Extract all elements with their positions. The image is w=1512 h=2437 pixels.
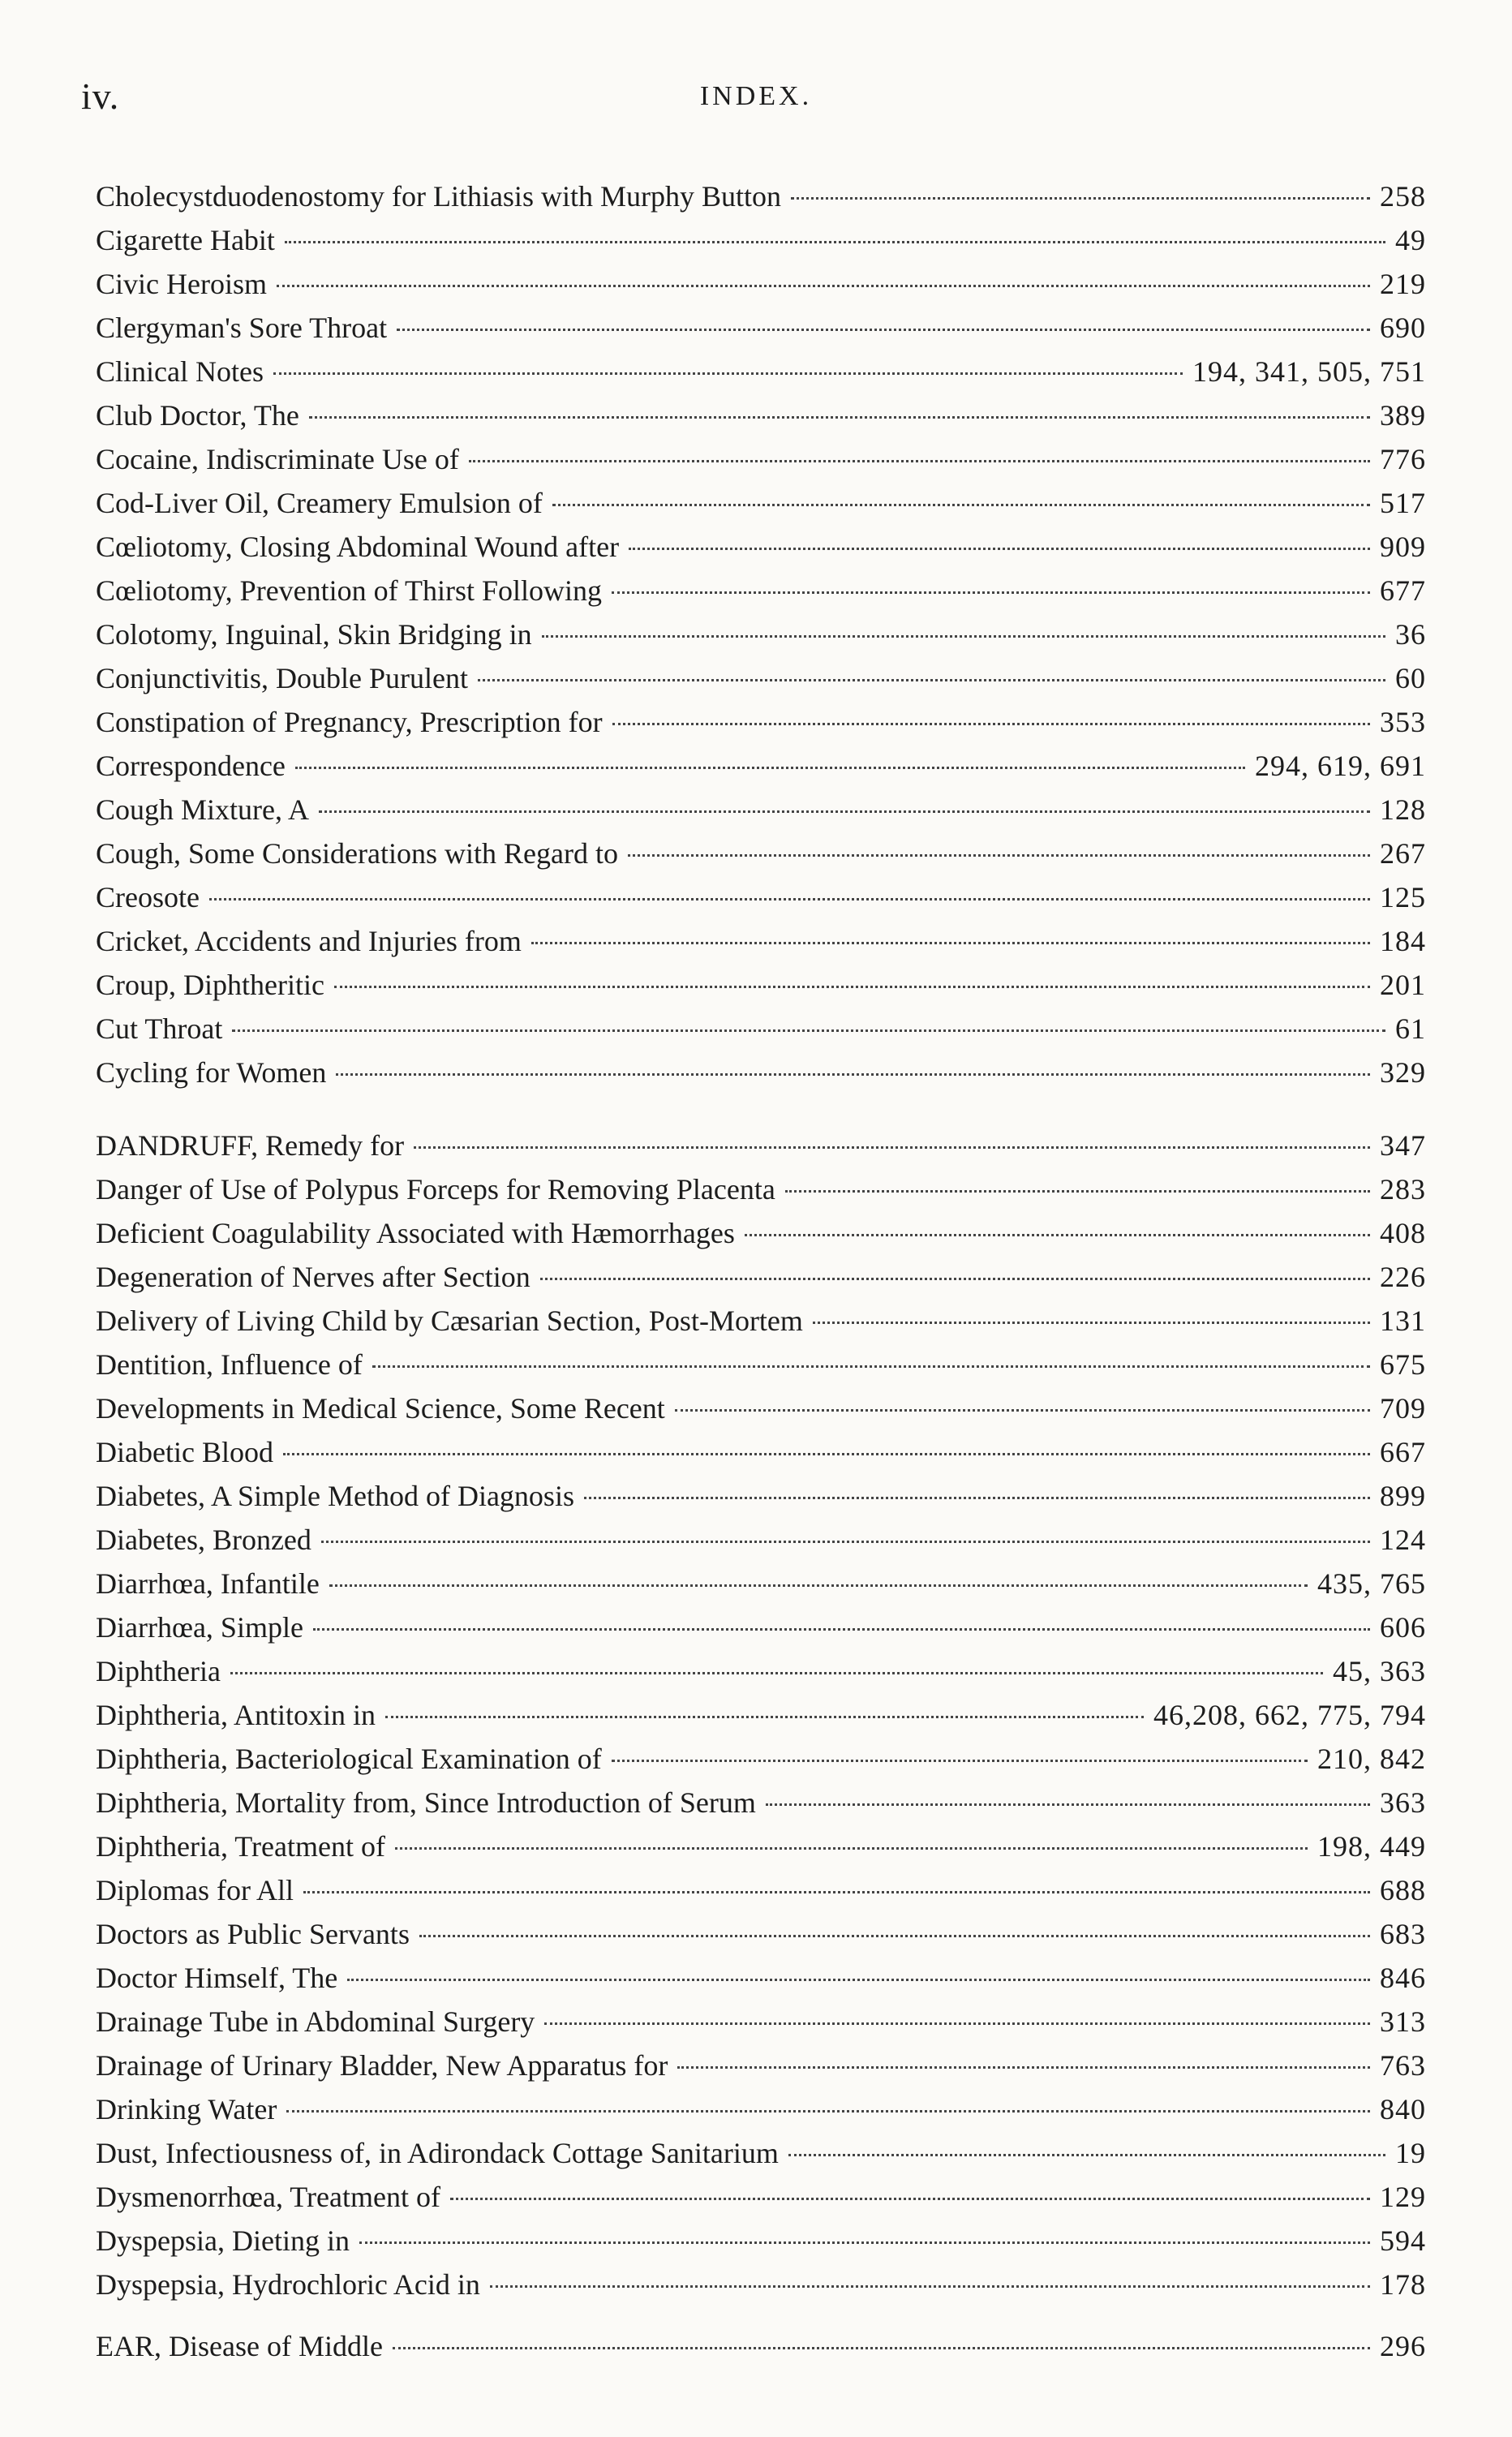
entry-pages: 129 <box>1380 2181 1426 2213</box>
index-entry <box>96 1605 1426 1649</box>
entry-pages: 49 <box>1395 224 1426 256</box>
dot-leader <box>313 1628 1370 1631</box>
entry-pages: 363 <box>1380 1786 1426 1819</box>
dot-leader <box>303 1891 1370 1893</box>
index-group-d <box>96 1124 1426 2306</box>
dot-leader <box>385 1716 1144 1718</box>
entry-term: Degeneration of Nerves after Section <box>96 1261 530 1293</box>
entry-pages: 258 <box>1380 180 1426 213</box>
entry-term: Dyspepsia, Dieting in <box>96 2224 350 2257</box>
entry-pages: 210, 842 <box>1317 1743 1426 1775</box>
entry-term: Croup, Diphtheritic <box>96 969 324 1001</box>
entry-pages: 840 <box>1380 2093 1426 2125</box>
dot-leader <box>329 1584 1308 1587</box>
entry-pages: 131 <box>1380 1304 1426 1337</box>
entry-term: Drainage Tube in Abdominal Surgery <box>96 2005 535 2038</box>
entry-pages: 219 <box>1380 268 1426 300</box>
entry-pages: 61 <box>1395 1012 1426 1045</box>
dot-leader <box>552 504 1370 506</box>
dot-leader <box>334 986 1370 988</box>
entry-pages: 776 <box>1380 443 1426 475</box>
entry-pages: 60 <box>1395 662 1426 694</box>
dot-leader <box>285 241 1385 243</box>
dot-leader <box>813 1322 1370 1324</box>
index-entry <box>96 2324 1426 2368</box>
entry-term: Diphtheria, Antitoxin in <box>96 1699 376 1731</box>
entry-term: Dentition, Influence of <box>96 1348 363 1381</box>
index-group-e <box>96 2324 1426 2368</box>
entry-pages: 184 <box>1380 925 1426 957</box>
dot-leader <box>397 329 1370 331</box>
dot-leader <box>540 1278 1370 1280</box>
index-entry <box>96 1649 1426 1693</box>
entry-term: Civic Heroism <box>96 268 267 300</box>
entry-pages: 667 <box>1380 1436 1426 1468</box>
entry-pages: 353 <box>1380 706 1426 738</box>
entry-term: Clinical Notes <box>96 355 264 388</box>
entry-term: Diabetic Blood <box>96 1436 273 1468</box>
entry-pages: 201 <box>1380 969 1426 1001</box>
index-entry <box>96 569 1426 612</box>
index-entry <box>96 2219 1426 2263</box>
dot-leader <box>612 1760 1308 1762</box>
index-entry <box>96 612 1426 656</box>
dot-leader <box>785 1190 1370 1193</box>
entry-term: Cholecystduodenostomy for Lithiasis with Murphy Button <box>96 180 781 213</box>
dot-leader <box>469 460 1370 462</box>
index-entry <box>96 306 1426 350</box>
entry-pages: 19 <box>1395 2137 1426 2169</box>
entry-term: Diphtheria, Bacteriological Examination of <box>96 1743 602 1775</box>
dot-leader <box>209 898 1370 900</box>
entry-term: Cœliotomy, Prevention of Thirst Following <box>96 574 603 607</box>
dot-leader <box>372 1365 1370 1368</box>
dot-leader <box>450 2198 1370 2200</box>
index-entry <box>96 1167 1426 1211</box>
index-entry <box>96 174 1426 218</box>
entry-term: Cod-Liver Oil, Creamery Emulsion of <box>96 487 543 519</box>
entry-term: Diplomas for All <box>96 1874 294 1906</box>
running-head-title: INDEX. <box>699 81 813 111</box>
page-header <box>81 75 1431 123</box>
dot-leader <box>295 767 1245 769</box>
entry-pages: 517 <box>1380 487 1426 519</box>
entry-term: Conjunctivitis, Double Purulent <box>96 662 468 694</box>
dot-leader <box>490 2285 1370 2288</box>
entry-pages: 124 <box>1380 1524 1426 1556</box>
dot-leader <box>283 1453 1370 1455</box>
entry-term: Cycling for Women <box>96 1056 327 1089</box>
dot-leader <box>277 285 1370 287</box>
index-entry <box>96 2000 1426 2044</box>
entry-pages: 688 <box>1380 1874 1426 1906</box>
entry-term: Drinking Water <box>96 2093 277 2125</box>
entry-term: Dyspepsia, Hydrochloric Acid in <box>96 2268 480 2301</box>
index-entry <box>96 2131 1426 2175</box>
entry-term: Correspondence <box>96 750 286 782</box>
index-entry <box>96 1386 1426 1430</box>
entry-pages: 294, 619, 691 <box>1255 750 1426 782</box>
entry-term: Doctor Himself, The <box>96 1962 338 1994</box>
entry-pages: 347 <box>1380 1129 1426 1162</box>
entry-term: Diabetes, Bronzed <box>96 1524 311 1556</box>
entry-pages: 899 <box>1380 1480 1426 1512</box>
index-entry <box>96 1051 1426 1094</box>
entry-pages: 128 <box>1380 793 1426 826</box>
entry-pages: 267 <box>1380 837 1426 870</box>
entry-pages: 683 <box>1380 1918 1426 1950</box>
entry-pages: 709 <box>1380 1392 1426 1425</box>
index-entry <box>96 963 1426 1007</box>
dot-leader <box>309 416 1370 419</box>
entry-pages: 846 <box>1380 1962 1426 1994</box>
index-entry <box>96 700 1426 744</box>
index-entry <box>96 525 1426 569</box>
entry-term: Dust, Infectiousness of, in Adirondack Cottage Sanitarium <box>96 2137 779 2169</box>
index-entry <box>96 437 1426 481</box>
entry-pages: 198, 449 <box>1317 1830 1426 1863</box>
dot-leader <box>321 1541 1370 1543</box>
entry-pages: 313 <box>1380 2005 1426 2038</box>
dot-leader <box>232 1029 1385 1032</box>
index-entry <box>96 656 1426 700</box>
index-entry <box>96 744 1426 788</box>
index-entry <box>96 1299 1426 1343</box>
entry-term: Diabetes, A Simple Method of Diagnosis <box>96 1480 574 1512</box>
index-entry <box>96 1211 1426 1255</box>
dot-leader <box>629 548 1370 550</box>
dot-leader <box>273 372 1183 375</box>
entry-pages: 389 <box>1380 399 1426 432</box>
dot-leader <box>675 1409 1370 1412</box>
index-entry <box>96 1693 1426 1737</box>
entry-pages: 283 <box>1380 1173 1426 1206</box>
entry-term: Cricket, Accidents and Injuries from <box>96 925 522 957</box>
entry-term: Diphtheria <box>96 1655 221 1687</box>
entry-pages: 226 <box>1380 1261 1426 1293</box>
dot-leader <box>419 1935 1370 1937</box>
entry-term: Developments in Medical Science, Some Recent <box>96 1392 665 1425</box>
entry-term: Cut Throat <box>96 1012 223 1045</box>
index-entry <box>96 2044 1426 2087</box>
dot-leader <box>347 1979 1370 1981</box>
index-entry <box>96 262 1426 306</box>
entry-pages: 194, 341, 505, 751 <box>1192 355 1426 388</box>
entry-term: Creosote <box>96 881 200 913</box>
entry-term: Diarrhœa, Infantile <box>96 1567 320 1600</box>
entry-term: Cocaine, Indiscriminate Use of <box>96 443 459 475</box>
index-entry <box>96 350 1426 393</box>
dot-leader <box>359 2241 1370 2244</box>
index-entry <box>96 832 1426 875</box>
index-entry <box>96 1124 1426 1167</box>
index-entry <box>96 1781 1426 1825</box>
entry-term: Diphtheria, Treatment of <box>96 1830 385 1863</box>
entry-pages: 435, 765 <box>1317 1567 1426 1600</box>
entry-pages: 763 <box>1380 2049 1426 2082</box>
entry-pages: 125 <box>1380 881 1426 913</box>
entry-pages: 329 <box>1380 1056 1426 1089</box>
index-entry <box>96 481 1426 525</box>
index-group-c <box>96 174 1426 1094</box>
entry-pages: 408 <box>1380 1217 1426 1249</box>
index-entry <box>96 1343 1426 1386</box>
index-entry <box>96 2263 1426 2306</box>
entry-term: DANDRUFF, Remedy for <box>96 1129 405 1162</box>
entry-pages: 178 <box>1380 2268 1426 2301</box>
index-entry <box>96 393 1426 437</box>
index-entry <box>96 2175 1426 2219</box>
dot-leader <box>584 1497 1370 1499</box>
entry-pages: 690 <box>1380 312 1426 344</box>
entry-term: Cœliotomy, Closing Abdominal Wound after <box>96 531 620 563</box>
index-entry <box>96 875 1426 919</box>
index-entry <box>96 1518 1426 1562</box>
index-entry <box>96 1868 1426 1912</box>
dot-leader <box>395 1847 1308 1850</box>
dot-leader <box>766 1803 1370 1806</box>
dot-leader <box>791 197 1370 200</box>
entry-pages: 594 <box>1380 2224 1426 2257</box>
entry-term: Constipation of Pregnancy, Prescription for <box>96 706 603 738</box>
index-entry <box>96 1474 1426 1518</box>
entry-pages: 46,208, 662, 775, 794 <box>1153 1699 1426 1731</box>
entry-pages: 36 <box>1395 618 1426 651</box>
dot-leader <box>677 2066 1370 2069</box>
entry-term: Colotomy, Inguinal, Skin Bridging in <box>96 618 532 651</box>
entry-pages: 45, 363 <box>1333 1655 1426 1687</box>
entry-term: Cigarette Habit <box>96 224 275 256</box>
entry-term: Diphtheria, Mortality from, Since Introduction of Serum <box>96 1786 756 1819</box>
dot-leader <box>544 2022 1370 2025</box>
entry-term: Cough, Some Considerations with Regard to <box>96 837 618 870</box>
entry-term: Club Doctor, The <box>96 399 299 432</box>
dot-leader <box>478 679 1385 681</box>
index-entry <box>96 1825 1426 1868</box>
index-entry <box>96 2087 1426 2131</box>
dot-leader <box>612 591 1370 594</box>
entry-pages: 296 <box>1380 2330 1426 2362</box>
dot-leader <box>393 2347 1370 2349</box>
entry-term: Doctors as Public Servants <box>96 1918 410 1950</box>
dot-leader <box>286 2110 1370 2112</box>
index-entry <box>96 1007 1426 1051</box>
dot-leader <box>230 1672 1323 1674</box>
index-entry <box>96 919 1426 963</box>
entry-pages: 675 <box>1380 1348 1426 1381</box>
dot-leader <box>788 2154 1385 2156</box>
index-entry <box>96 1956 1426 2000</box>
entry-term: Dysmenorrhœa, Treatment of <box>96 2181 440 2213</box>
index-entry <box>96 1255 1426 1299</box>
dot-leader <box>531 942 1370 944</box>
index-entry <box>96 1737 1426 1781</box>
dot-leader <box>414 1146 1370 1149</box>
entry-term: Deficient Coagulability Associated with Hæmorrhages <box>96 1217 735 1249</box>
dot-leader <box>336 1073 1370 1076</box>
entry-term: Diarrhœa, Simple <box>96 1611 303 1644</box>
entry-pages: 606 <box>1380 1611 1426 1644</box>
entry-term: Danger of Use of Polypus Forceps for Removing Placenta <box>96 1173 775 1206</box>
entry-pages: 677 <box>1380 574 1426 607</box>
dot-leader <box>542 635 1385 638</box>
entry-term: EAR, Disease of Middle <box>96 2330 383 2362</box>
page-number: iv. <box>81 75 120 117</box>
entry-term: Drainage of Urinary Bladder, New Apparatus for <box>96 2049 668 2082</box>
entry-term: Delivery of Living Child by Cæsarian Section, Post-Mortem <box>96 1304 803 1337</box>
index-entry <box>96 1912 1426 1956</box>
index-entry <box>96 788 1426 832</box>
entry-term: Clergyman's Sore Throat <box>96 312 388 344</box>
index-entry <box>96 1430 1426 1474</box>
entry-pages: 909 <box>1380 531 1426 563</box>
index-entry <box>96 218 1426 262</box>
dot-leader <box>628 854 1370 857</box>
dot-leader <box>745 1234 1370 1236</box>
entry-term: Cough Mixture, A <box>96 793 310 826</box>
dot-leader <box>319 810 1370 813</box>
index-entry <box>96 1562 1426 1605</box>
dot-leader <box>612 723 1370 725</box>
